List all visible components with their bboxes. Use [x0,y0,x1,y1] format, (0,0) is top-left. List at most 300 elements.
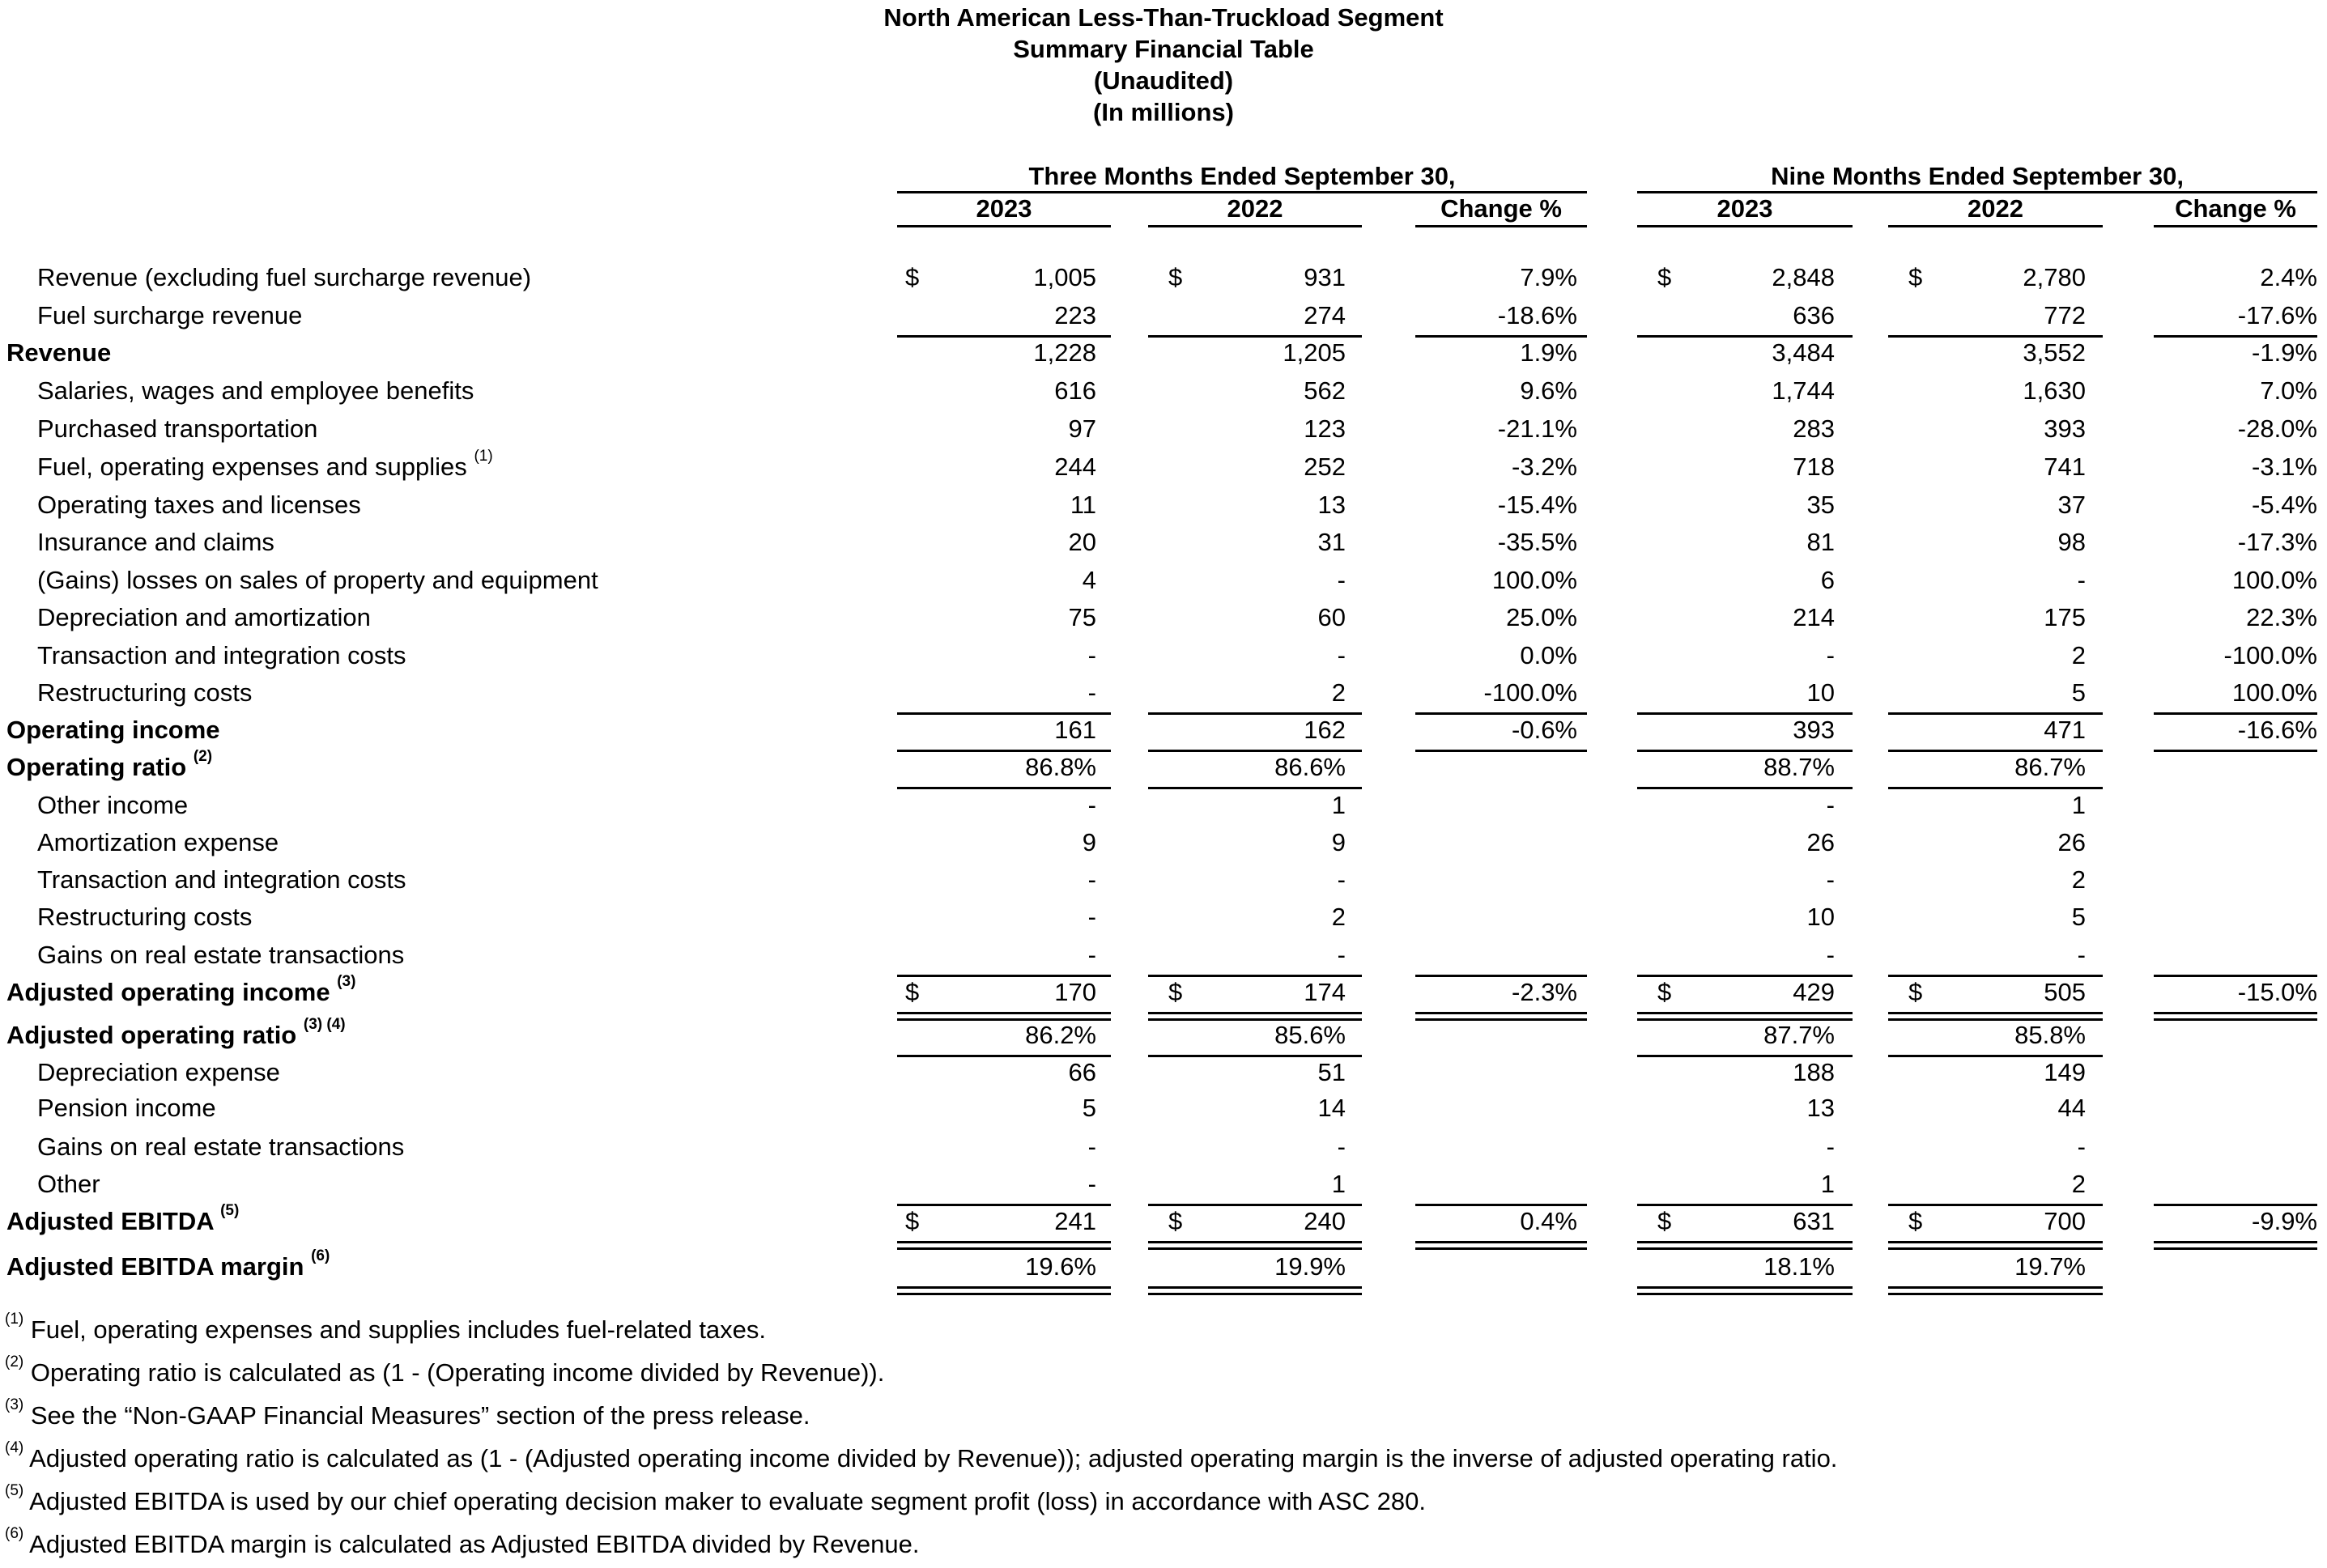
cell-value: -18.6% [1497,301,1577,329]
footnote-marker: (2) [193,748,213,765]
table-row [0,301,2327,338]
cell-value: 100.0% [1491,566,1577,594]
cell-value: 85.8% [2014,1021,2086,1049]
cell-value: - [1087,641,1096,669]
footnote-2 [5,1353,885,1387]
cell-value: 44 [2057,1094,2086,1122]
cell-value: 9 [1331,828,1346,856]
row-label-text: Revenue (excluding fuel surcharge revenue) [37,263,532,291]
underline [897,975,1111,977]
cell-value: 31 [1317,528,1346,556]
underline [1637,787,1853,789]
cell-value: 1,005 [1033,263,1096,291]
underline [897,1204,1111,1206]
cell-value: 700 [2044,1207,2086,1235]
cell-value: 562 [1304,376,1346,405]
title-line-2: Summary Financial Table [1013,35,1314,63]
double-underline [1888,1241,2103,1250]
underline [1888,787,2103,789]
footnote-text: Adjusted operating ratio is calculated as (1 - (Adjusted operating income divided by Revenue)); adjusted operating margin is the inverse of adjusted operating ratio. [23,1444,1838,1472]
cell-value: 13 [1806,1094,1835,1122]
row-label [37,263,531,292]
row-label [6,1202,240,1236]
cell-value: 19.9% [1274,1252,1346,1281]
row-label [37,641,406,670]
cell-value: 86.2% [1025,1021,1096,1049]
cell-value: 87.7% [1763,1021,1835,1049]
cell-value: 174 [1304,978,1346,1006]
underline [1637,1055,1853,1057]
period-header-rule-1 [897,191,1587,193]
row-label [37,603,371,632]
cell-value: 0.4% [1520,1207,1577,1235]
cell-value: 2 [2071,865,2086,894]
table-row [0,1247,2327,1290]
table-row [0,1132,2327,1170]
cell-value: - [1087,865,1096,894]
row-label [37,1170,100,1199]
underline [1415,1204,1587,1206]
currency-symbol: $ [1657,1207,1672,1235]
footnote-4 [5,1439,1838,1473]
column-header-rule-2 [1148,225,1362,227]
cell-value: - [1337,566,1346,594]
column-header-3: Change % [1440,194,1562,223]
underline [1148,1204,1362,1206]
table-row [0,1094,2327,1131]
cell-value: -17.3% [2237,528,2317,556]
cell-value: 931 [1304,263,1346,291]
cell-value: 18.1% [1763,1252,1835,1281]
cell-value: 3,484 [1772,338,1835,367]
cell-value: 2 [1331,678,1346,707]
cell-value: - [1087,791,1096,819]
double-underline [1637,1012,1853,1021]
row-label [37,865,406,894]
cell-value: 19.7% [2014,1252,2086,1281]
footnote-3 [5,1396,810,1430]
cell-value: 393 [1793,716,1835,744]
underline [897,750,1111,752]
cell-value: 123 [1304,414,1346,443]
table-row [0,414,2327,452]
cell-value: 7.0% [2260,376,2317,405]
row-label-text: Gains on real estate transactions [37,941,405,969]
underline [1415,750,1587,752]
double-underline [1148,1241,1362,1250]
cell-value: 10 [1806,903,1835,931]
cell-value: - [1337,865,1346,894]
underline [1148,787,1362,789]
footnote-marker: (3) [337,973,356,990]
row-label-text: Operating income [6,716,220,744]
underline [897,712,1111,715]
row-label [37,1094,216,1123]
footnote-text: Adjusted EBITDA margin is calculated as Adjusted EBITDA divided by Revenue. [23,1530,920,1558]
cell-value: 81 [1806,528,1835,556]
double-underline [1415,1012,1587,1021]
double-underline [897,1012,1111,1021]
double-underline [1148,1286,1362,1295]
cell-value: -0.6% [1512,716,1577,744]
column-header-1: 2023 [976,194,1032,223]
cell-value: 1,630 [2023,376,2086,405]
cell-value: 35 [1806,491,1835,519]
row-label [37,376,474,406]
double-underline [2154,1241,2317,1250]
cell-value: 2 [2071,1170,2086,1198]
cell-value: 100.0% [2231,678,2317,707]
table-row [0,263,2327,300]
row-label-text: Other [37,1170,100,1198]
cell-value: 51 [1317,1058,1346,1086]
cell-value: 13 [1317,491,1346,519]
cell-value: 97 [1068,414,1096,443]
row-label-text: Other income [37,791,189,819]
cell-value: 636 [1793,301,1835,329]
row-label-text: Purchased transportation [37,414,318,443]
table-row [0,376,2327,414]
underline [1148,1055,1362,1057]
row-label [37,301,302,330]
column-header-6: Change % [2175,194,2296,223]
cell-value: -35.5% [1497,528,1577,556]
cell-value: 1,228 [1033,338,1096,367]
cell-value: 86.8% [1025,753,1096,781]
cell-value: 162 [1304,716,1346,744]
cell-value: 98 [2057,528,2086,556]
row-label-text: (Gains) losses on sales of property and equipment [37,566,598,594]
cell-value: - [1826,1132,1835,1161]
row-label-text: Fuel, operating expenses and supplies [37,453,467,481]
double-underline [897,1241,1111,1250]
footnote-5 [5,1482,1426,1516]
cell-value: 26 [1806,828,1835,856]
underline [1888,712,2103,715]
cell-value: 5 [2071,678,2086,707]
table-row [0,491,2327,528]
footnote-text: Adjusted EBITDA is used by our chief operating decision maker to evaluate segment profit (loss) in accordance with ASC 280. [23,1487,1426,1515]
cell-value: -16.6% [2237,716,2317,744]
table-row [0,748,2327,790]
cell-value: 631 [1793,1207,1835,1235]
footnote-mark: (6) [5,1525,24,1542]
cell-value: 88.7% [1763,753,1835,781]
currency-symbol: $ [1908,978,1923,1006]
cell-value: 85.6% [1274,1021,1346,1049]
period-header-1: Three Months Ended September 30, [1028,162,1456,190]
cell-value: 2,848 [1772,263,1835,291]
footnote-6 [5,1525,920,1559]
table-row [0,865,2327,903]
cell-value: 1,744 [1772,376,1835,405]
cell-value: - [1087,941,1096,969]
period-header-2: Nine Months Ended September 30, [1771,162,2184,190]
title-line-1: North American Less-Than-Truckload Segment [883,3,1444,32]
double-underline [1888,1012,2103,1021]
underline [2154,1204,2317,1206]
cell-value: 5 [2071,903,2086,931]
table-row [0,678,2327,716]
cell-value: 3,552 [2023,338,2086,367]
underline [897,1055,1111,1057]
cell-value: 2,780 [2023,263,2086,291]
table-row [0,603,2327,640]
cell-value: 4 [1082,566,1096,594]
row-label-text: Adjusted EBITDA margin [6,1252,304,1281]
underline [1148,975,1362,977]
column-header-rule-3 [1415,225,1587,227]
double-underline [1888,1286,2103,1295]
underline [2154,712,2317,715]
table-row [0,528,2327,565]
table-row [0,716,2327,753]
double-underline [897,1286,1111,1295]
cell-value: - [1337,941,1346,969]
cell-value: -5.4% [2252,491,2317,519]
cell-value: 223 [1054,301,1096,329]
row-label [37,903,252,932]
double-underline [1148,1012,1362,1021]
table-row [0,791,2327,828]
row-label-text: Pension income [37,1094,216,1122]
row-label-text: Adjusted EBITDA [6,1207,214,1235]
cell-value: 471 [2044,716,2086,744]
cell-value: 14 [1317,1094,1346,1122]
footnote-mark: (4) [5,1439,24,1456]
cell-value: -17.6% [2237,301,2317,329]
cell-value: -21.1% [1497,414,1577,443]
cell-value: 2.4% [2260,263,2317,291]
underline [2154,975,2317,977]
cell-value: -100.0% [2223,641,2317,669]
cell-value: 5 [1082,1094,1096,1122]
cell-value: 244 [1054,453,1096,481]
row-label-text: Adjusted operating income [6,978,330,1006]
footnote-marker: (1) [474,448,493,465]
row-label [37,1132,404,1162]
cell-value: 1 [1331,791,1346,819]
cell-value: 188 [1793,1058,1835,1086]
cell-value: 429 [1793,978,1835,1006]
cell-value: - [1826,641,1835,669]
title-line-3: (Unaudited) [1093,66,1234,95]
footnote-marker: (3) (4) [303,1016,346,1033]
underline [1148,335,1362,338]
currency-symbol: $ [1908,263,1923,291]
footnote-mark: (1) [5,1311,24,1328]
column-header-5: 2022 [1968,194,2023,223]
cell-value: 1,205 [1283,338,1346,367]
row-label [37,566,598,595]
cell-value: - [1337,1132,1346,1161]
cell-value: 86.6% [1274,753,1346,781]
table-row [0,641,2327,678]
row-label-text: Operating ratio [6,753,187,781]
row-label [37,791,188,820]
row-label-text: Depreciation expense [37,1058,280,1086]
cell-value: 60 [1317,603,1346,631]
footnote-mark: (5) [5,1482,24,1499]
underline [1415,712,1587,715]
row-label-text: Operating taxes and licenses [37,491,361,519]
footnote-text: Fuel, operating expenses and supplies includes fuel-related taxes. [23,1315,767,1344]
row-label [6,716,220,745]
cell-value: 175 [2044,603,2086,631]
underline [1637,750,1853,752]
row-label [6,338,111,368]
cell-value: 66 [1068,1058,1096,1086]
row-label [6,973,356,1007]
cell-value: 1 [1331,1170,1346,1198]
footnote-mark: (3) [5,1396,24,1413]
row-label-text: Amortization expense [37,828,279,856]
underline [1415,975,1587,977]
table-row [0,338,2327,376]
cell-value: -100.0% [1483,678,1577,707]
cell-value: 20 [1068,528,1096,556]
row-label [37,678,252,708]
underline [897,787,1111,789]
currency-symbol: $ [1168,263,1183,291]
double-underline [1637,1241,1853,1250]
table-row [0,1202,2327,1244]
cell-value: 616 [1054,376,1096,405]
row-label [6,1247,330,1281]
cell-value: 283 [1793,414,1835,443]
cell-value: 718 [1793,453,1835,481]
cell-value: 170 [1054,978,1096,1006]
cell-value: 86.7% [2014,753,2086,781]
cell-value: -28.0% [2237,414,2317,443]
cell-value: - [2077,1132,2086,1161]
row-label-text: Adjusted operating ratio [6,1021,297,1049]
cell-value: - [1826,941,1835,969]
cell-value: 7.9% [1520,263,1577,291]
table-row [0,566,2327,603]
footnote-text: See the “Non-GAAP Financial Measures” section of the press release. [23,1401,810,1430]
table-row [0,973,2327,1015]
currency-symbol: $ [1908,1207,1923,1235]
currency-symbol: $ [1657,978,1672,1006]
cell-value: 2 [1331,903,1346,931]
footnote-mark: (2) [5,1353,24,1370]
double-underline [1637,1286,1853,1295]
underline [1888,1055,2103,1057]
row-label-text: Transaction and integration costs [37,641,406,669]
underline [1637,712,1853,715]
table-row [0,1170,2327,1207]
underline [1888,1204,2103,1206]
cell-value: 0.0% [1520,641,1577,669]
cell-value: - [2077,941,2086,969]
row-label [6,1016,346,1050]
cell-value: 252 [1304,453,1346,481]
row-label-text: Restructuring costs [37,678,253,707]
cell-value: - [1087,678,1096,707]
cell-value: 772 [2044,301,2086,329]
cell-value: 1 [1820,1170,1835,1198]
column-header-rule-6 [2154,225,2317,227]
row-label-text: Insurance and claims [37,528,274,556]
cell-value: 6 [1820,566,1835,594]
row-label [37,828,279,857]
currency-symbol: $ [1168,978,1183,1006]
currency-symbol: $ [1168,1207,1183,1235]
cell-value: 2 [2071,641,2086,669]
cell-value: -3.2% [1512,453,1577,481]
table-row [0,903,2327,940]
row-label [37,1058,280,1087]
cell-value: -9.9% [2252,1207,2317,1235]
table-row [0,1016,2327,1058]
currency-symbol: $ [1657,263,1672,291]
cell-value: 1.9% [1520,338,1577,367]
row-label [6,748,213,782]
cell-value: 274 [1304,301,1346,329]
underline [897,335,1111,338]
cell-value: - [1087,903,1096,931]
cell-value: -3.1% [2252,453,2317,481]
row-label [37,448,493,482]
underline [1148,712,1362,715]
row-label [37,941,404,970]
currency-symbol: $ [905,263,920,291]
table-row [0,448,2327,490]
cell-value: 9.6% [1520,376,1577,405]
row-label [37,491,361,520]
cell-value: 741 [2044,453,2086,481]
cell-value: -2.3% [1512,978,1577,1006]
cell-value: 214 [1793,603,1835,631]
underline [1888,975,2103,977]
cell-value: 241 [1054,1207,1096,1235]
cell-value: -1.9% [2252,338,2317,367]
underline [1637,1204,1853,1206]
cell-value: 100.0% [2231,566,2317,594]
cell-value: -15.4% [1497,491,1577,519]
underline [2154,750,2317,752]
row-label-text: Fuel surcharge revenue [37,301,303,329]
footnote-1 [5,1311,767,1345]
cell-value: 11 [1070,491,1096,519]
cell-value: 9 [1082,828,1096,856]
table-row [0,1058,2327,1095]
column-header-rule-1 [897,225,1111,227]
underline [1637,975,1853,977]
cell-value: 393 [2044,414,2086,443]
cell-value: 37 [2057,491,2086,519]
cell-value: 75 [1068,603,1096,631]
cell-value: 10 [1806,678,1835,707]
title-line-4: (In millions) [1093,98,1234,126]
cell-value: -15.0% [2237,978,2317,1006]
row-label-text: Revenue [6,338,112,367]
row-label-text: Gains on real estate transactions [37,1132,405,1161]
cell-value: 26 [2057,828,2086,856]
cell-value: 149 [2044,1058,2086,1086]
row-label-text: Depreciation and amortization [37,603,371,631]
row-label-text: Salaries, wages and employee benefits [37,376,474,405]
footnote-marker: (6) [311,1247,330,1264]
column-header-2: 2022 [1227,194,1283,223]
underline [1415,335,1587,338]
currency-symbol: $ [905,1207,920,1235]
table-row [0,828,2327,865]
cell-value: 161 [1054,716,1096,744]
period-header-rule-2 [1637,191,2317,193]
underline [1888,335,2103,338]
